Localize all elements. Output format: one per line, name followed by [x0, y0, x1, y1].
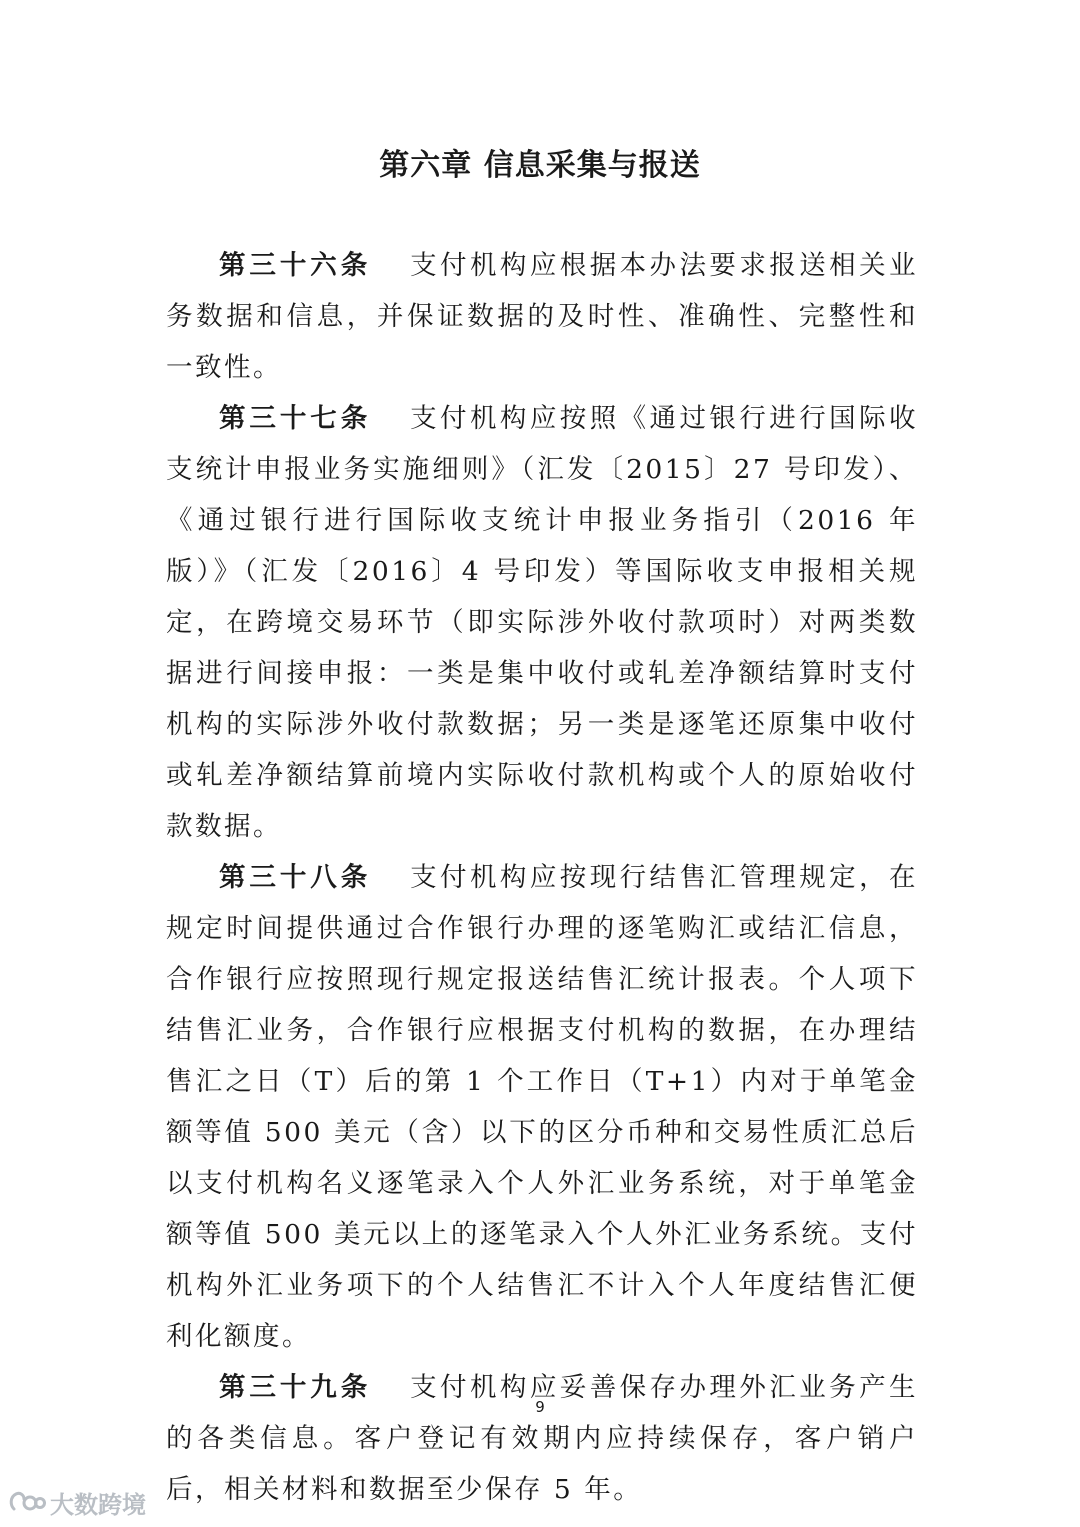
- watermark: [8, 1484, 146, 1520]
- page-number: 9: [535, 1398, 545, 1416]
- watermark-logo-icon: [8, 1489, 46, 1515]
- article-number: 第三十九条: [219, 1372, 372, 1403]
- watermark-text: 大数跨境: [50, 1490, 146, 1519]
- article-text: 支付机构应根据本办法要求报送相关业务数据和信息，并保证数据的及时性、准确性、完整性和一致性。: [166, 250, 919, 383]
- article-text: 支付机构应妥善保存办理外汇业务产生的各类信息。客户登记有效期内应持续保存，客户销户后，相关材料和数据至少保存 5 年。: [166, 1372, 919, 1505]
- article-number: 第三十七条: [219, 403, 372, 434]
- article-number: 第三十六条: [219, 250, 372, 281]
- article-38: [166, 852, 918, 1362]
- article-text: 支付机构应按照《通过银行进行国际收支统计申报业务实施细则》（汇发〔2015〕27 号印发）、《通过银行进行国际收支统计申报业务指引（2016 年版）》（汇发〔2016〕4 号印发）等国际收支申报相关规定，在跨境交易环节（即实际涉外收付款项时）对两类数据进行间接申报：一类是集中收付或轧差净额结算时支付机构的实际涉外收付款数据；另一类是逐笔还原集中收付或轧差净额结算前境内实际收付款机构或个人的原始收付款数据。: [166, 403, 919, 842]
- article-text: 支付机构应按现行结售汇管理规定，在规定时间提供通过合作银行办理的逐笔购汇或结汇信息，合作银行应按照现行规定报送结售汇统计报表。个人项下结售汇业务，合作银行应根据支付机构的数据，在办理结售汇之日（T）后的第 1 个工作日（T+1）内对于单笔金额等值 500 美元（含）以下的区分币种和交易性质汇总后以支付机构名义逐笔录入个人外汇业务系统，对于单笔金额等值 500 美元以上的逐笔录入个人外汇业务系统。支付机构外汇业务项下的个人结售汇不计入个人年度结售汇便利化额度。: [166, 862, 919, 1352]
- chapter-title: 第六章 信息采集与报送: [379, 148, 701, 183]
- article-36: [166, 240, 918, 393]
- document-body: [166, 240, 918, 1515]
- article-37: [166, 393, 918, 852]
- article-number: 第三十八条: [219, 862, 372, 893]
- article-39: [166, 1362, 918, 1515]
